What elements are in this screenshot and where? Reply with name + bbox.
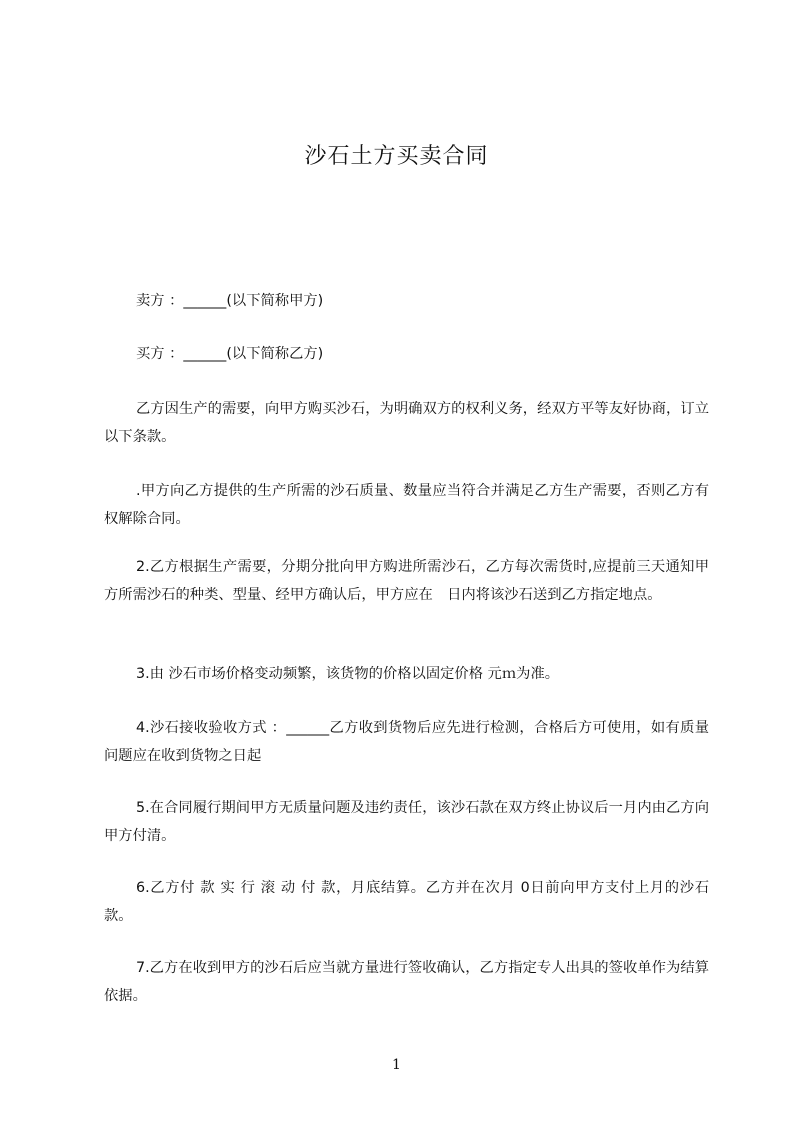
clause-2: 2.乙方根据生产需要，分期分批向甲方购进所需沙石，乙方每次需货时,应提前三天通知甲方所需沙石的种类、型量、经甲方确认后，甲方应在 日内将该沙石送到乙方指定地点。 — [104, 559, 709, 603]
document-title: 沙石土方买卖合同 — [304, 144, 489, 169]
buyer-line: 买方 ：______(以下简称乙方) — [136, 346, 324, 362]
clause-5: 5.在合同履行期间甲方无质量问题及违约责任，该沙石款在双方终止协议后一月内由乙方向甲方付清。 — [104, 800, 709, 844]
intro-paragraph: 乙方因生产的需要，向甲方购买沙石，为明确双方的权利义务，经双方平等友好协商，订立以下条款。 — [104, 401, 709, 445]
clause-3: 3.由 沙石市场价格变动频繁，该货物的价格以固定价格 元ｍ为准。 — [136, 666, 560, 682]
clause-1: .甲方向乙方提供的生产所需的沙石质量、数量应当符合并满足乙方生产需要，否则乙方有权解除合同。 — [104, 483, 709, 527]
clause-6: 6.乙方付 款 实 行 滚 动 付 款，月底结算。乙方并在次月 0日前向甲方支付上月的沙石款。 — [104, 880, 709, 924]
seller-line: 卖方 ：______(以下简称甲方) — [136, 293, 324, 309]
clause-4: 4.沙石接收验收方式 ：______乙方收到货物后应先进行检测，合格后方可使用，如有质量问题应在收到货物之日起 — [104, 720, 709, 764]
page-number: 1 — [392, 1057, 401, 1073]
clause-7: 7.乙方在收到甲方的沙石后应当就方量进行签收确认，乙方指定专人出具的签收单作为结算依据。 — [104, 960, 709, 1004]
